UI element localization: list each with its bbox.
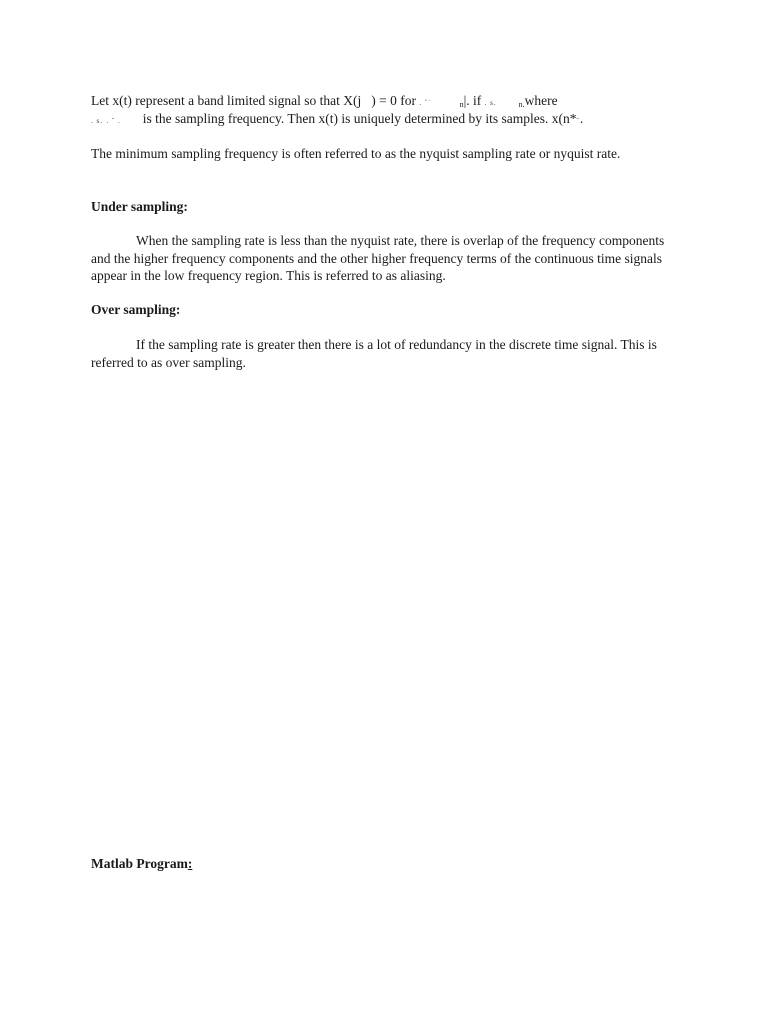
line2-symbol-c: ˝ (576, 117, 580, 125)
matlab-heading-text: Matlab Program (91, 856, 188, 871)
under-sampling-paragraph: When the sampling rate is less than the nyquist rate, there is overlap of the frequency components and the higher frequency components and the other higher frequency terms of the continuous time signals appear in the low frequency region. This is referred to as aliasing. (91, 233, 665, 283)
matlab-program-heading (91, 855, 681, 873)
line1-sub-b: n. (518, 100, 525, 109)
bandlimit-line-2 (91, 110, 681, 131)
under-sampling-heading: Under sampling: (91, 199, 188, 214)
line2-symbol-b: . ˝ . (106, 117, 121, 125)
line1-sub-a: n (459, 100, 464, 109)
over-sampling-paragraph: If the sampling rate is greater then there is a lot of redundancy in the discrete time signal. This is referred to as over sampling. (91, 337, 657, 370)
line1-text-c: |. if (463, 93, 482, 108)
nyquist-paragraph: The minimum sampling frequency is often referred to as the nyquist sampling rate or nyquist rate. (91, 146, 621, 161)
line1-text-d: where (524, 93, 558, 108)
line2-text-a: is the sampling frequency. Then x(t) is uniquely determined by its samples. x(n* (142, 111, 577, 126)
over-sampling-heading: Over sampling: (91, 302, 181, 317)
matlab-heading-colon: : (187, 856, 193, 871)
line2-symbol-a: . s. (91, 117, 103, 125)
line1-text-b: ) = 0 for (371, 93, 417, 108)
line1-symbol-a: . ˚˙ (419, 99, 432, 107)
line2-text-b: . (579, 111, 584, 126)
line1-symbol-b: . s. (484, 99, 497, 107)
line1-text-a: Let x(t) represent a band limited signal so that X(j (91, 93, 362, 108)
